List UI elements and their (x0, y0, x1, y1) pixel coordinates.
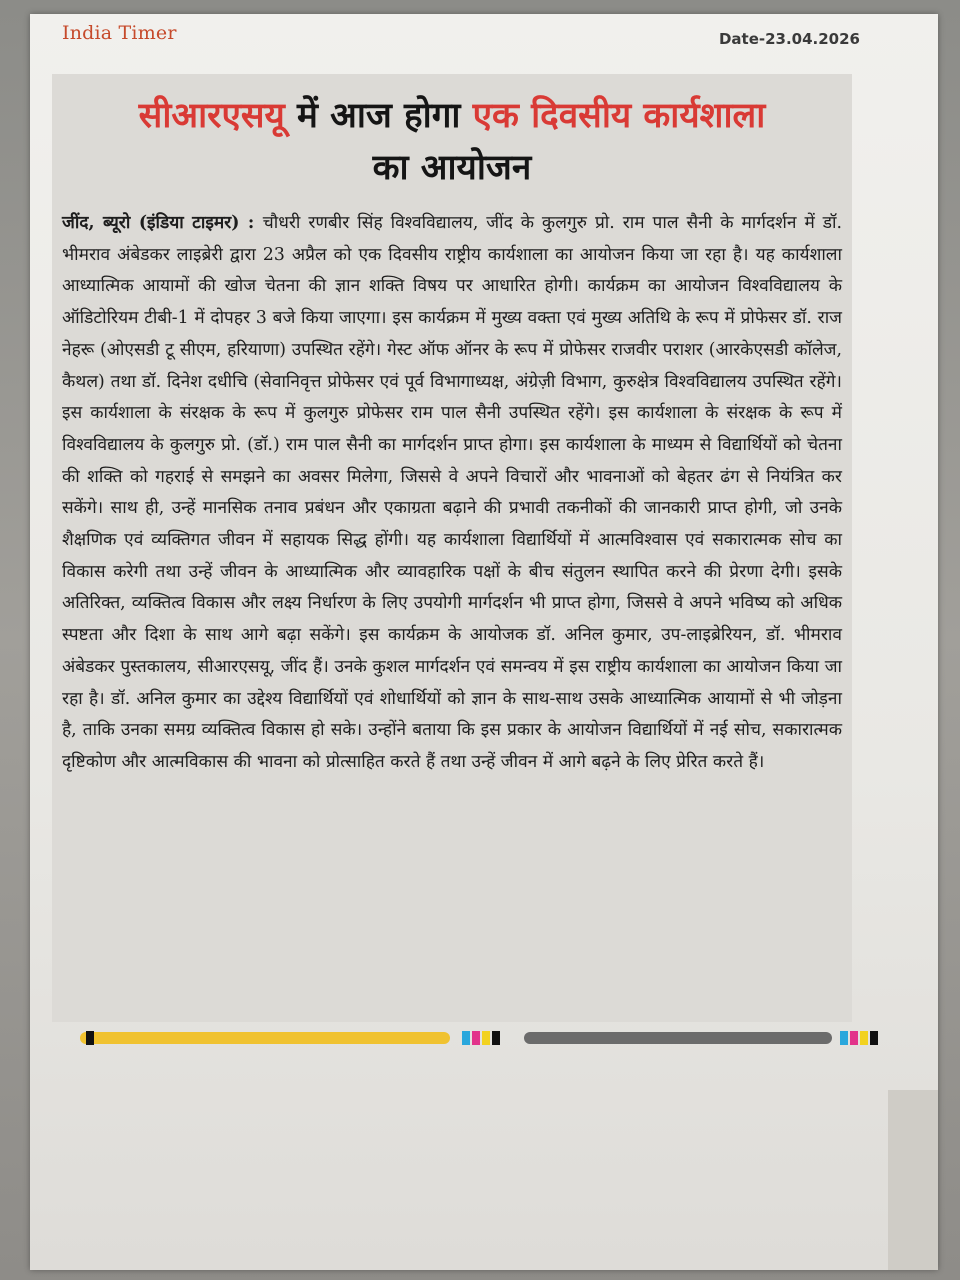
article-block (52, 74, 852, 1022)
footer-rule-gray (524, 1032, 832, 1044)
print-mark-black (86, 1031, 94, 1045)
headline-part-2: में आज होगा (284, 96, 473, 136)
print-mark-black (492, 1031, 500, 1045)
headline-line-2: का आयोजन (372, 148, 532, 188)
print-marks-center (462, 1031, 500, 1045)
print-marks-right (840, 1031, 878, 1045)
print-mark-cyan (840, 1031, 848, 1045)
article-body (62, 208, 842, 779)
masthead: India Timer (62, 22, 177, 44)
print-mark-magenta (472, 1031, 480, 1045)
headline (52, 74, 852, 194)
dateline: जींद, ब्यूरो (इंडिया टाइमर) : (62, 213, 263, 233)
print-mark-magenta (850, 1031, 858, 1045)
footer-rule-yellow (80, 1032, 450, 1044)
print-mark-yellow (482, 1031, 490, 1045)
print-mark-yellow (860, 1031, 868, 1045)
print-mark-black (870, 1031, 878, 1045)
issue-date: Date-23.04.2026 (718, 30, 860, 48)
headline-part-3: एक दिवसीय कार्यशाला (472, 96, 766, 136)
article-text: चौधरी रणबीर सिंह विश्वविद्यालय, जींद के कुलगुरु प्रो. राम पाल सैनी के मार्गदर्शन में डॉ. भीमराव अंबेडकर लाइब्रेरी द्वारा 23 अप्रैल को एक दिवसीय राष्ट्रीय कार्यशाला का आयोजन किया जा रहा है। यह कार्यशाला आध्यात्मिक आयामों की खोज चेतना की ज्ञान शक्ति विषय पर आधारित होगी। कार्यक्रम का आयोजन विश्वविद्यालय के ऑडिटोरियम टीबी-1 में दोपहर 3 बजे किया जाएगा। इस कार्यक्रम में मुख्य वक्ता एवं मुख्य अतिथि के रूप में प्रोफेसर डॉ. राज नेहरू (ओएसडी टू सीएम, हरियाणा) उपस्थित रहेंगे। गेस्ट ऑफ ऑनर के रूप में प्रोफेसर राजवीर पराशर (आरकेएसडी कॉलेज, कैथल) तथा डॉ. दिनेश दधीचि (सेवानिवृत्त प्रोफेसर एवं पूर्व विभागाध्यक्ष, अंग्रेज़ी विभाग, कुरुक्षेत्र विश्वविद्यालय उपस्थित रहेंगे। इस कार्यशाला के संरक्षक के रूप में कुलगुरु प्रोफेसर राम पाल सैनी उपस्थित रहेंगे। इस कार्यशाला के संरक्षक के रूप में विश्वविद्यालय के कुलगुरु प्रो. (डॉ.) राम पाल सैनी का मार्गदर्शन प्राप्त होगा। इस कार्यशाला के माध्यम से विद्यार्थियों को चेतना की शक्ति को गहराई से समझने का अवसर मिलेगा, जिससे वे अपने विचारों और भावनाओं को बेहतर ढंग से नियंत्रित कर सकेंगे। साथ ही, उन्हें मानसिक तनाव प्रबंधन और एकाग्रता बढ़ाने की प्रभावी तकनीकों की जानकारी प्राप्त होगी, जो उनके शैक्षणिक एवं व्यक्तिगत जीवन में सहायक सिद्ध होंगी। यह कार्यशाला विद्यार्थियों में आत्मविश्वास एवं सकारात्मक सोच का विकास करेगी तथा उन्हें जीवन के आध्यात्मिक और व्यावहारिक पक्षों के बीच संतुलन स्थापित करने की प्रेरणा देगी। इसके अतिरिक्त, व्यक्तित्व विकास और लक्ष्य निर्धारण के लिए उपयोगी मार्गदर्शन भी प्राप्त होगा, जिससे वे अपने भविष्य को अधिक स्पष्टता और दिशा के साथ आगे बढ़ा सकेंगे। इस कार्यक्रम के आयोजक डॉ. अनिल कुमार, उप-लाइब्रेरियन, डॉ. भीमराव अंबेडकर पुस्तकालय, सीआरएसयू, जींद हैं। उनके कुशल मार्गदर्शन एवं समन्वय में इस राष्ट्रीय कार्यशाला का आयोजन किया जा रहा है। डॉ. अनिल कुमार का उद्देश्य विद्यार्थियों एवं शोधार्थियों को ज्ञान के साथ-साथ उसके आध्यात्मिक आयामों से भी जोड़ना है, ताकि उनका समग्र व्यक्तित्व विकास हो सके। उन्होंने बताया कि इस प्रकार के आयोजन विद्यार्थियों में नई सोच, सकारात्मक दृष्टिकोण और आत्मविकास की भावना को प्रोत्साहित करते हैं तथा उन्हें जीवन में आगे बढ़ने के लिए प्रेरित करते हैं। (62, 213, 842, 772)
headline-part-1: सीआरएसयू (138, 96, 285, 136)
print-mark-cyan (462, 1031, 470, 1045)
print-marks-left (86, 1031, 94, 1045)
page-shadow-corner (888, 1090, 938, 1270)
